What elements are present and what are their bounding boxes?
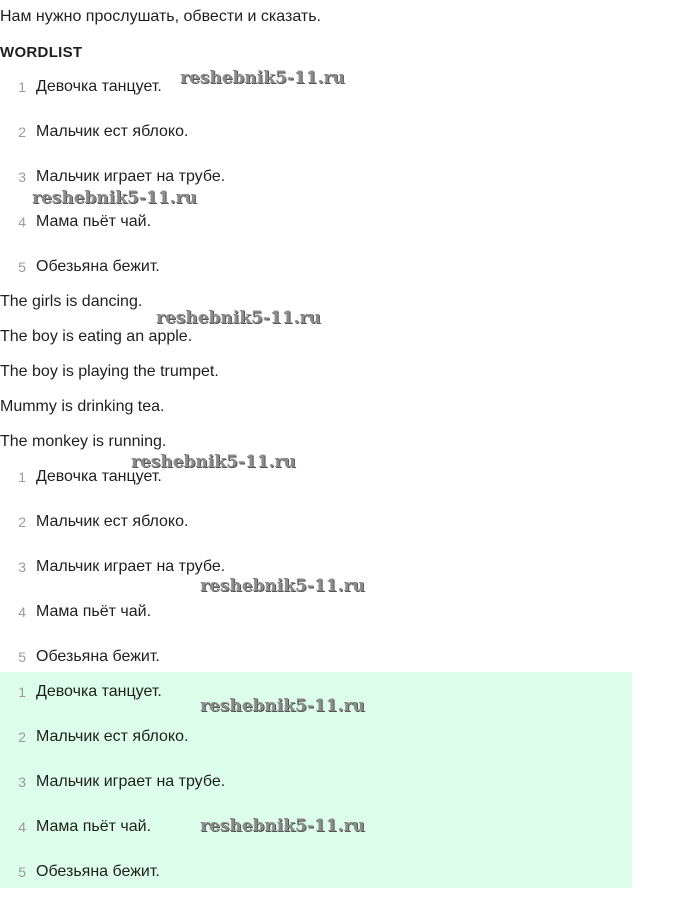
watermark: reshebnik5-11.ru — [180, 68, 345, 88]
english-sentence: The monkey is running. — [0, 433, 167, 450]
item-number: 1 — [18, 79, 26, 95]
english-translations — [0, 290, 680, 465]
item-text: Обезьяна бежит. — [36, 258, 160, 275]
list-item — [0, 770, 632, 815]
watermark: reshebnik5-11.ru — [32, 188, 197, 208]
watermark: reshebnik5-11.ru — [156, 308, 321, 328]
item-number: 3 — [18, 169, 26, 185]
item-text: Обезьяна бежит. — [36, 648, 160, 665]
item-number: 1 — [18, 684, 26, 700]
item-number: 2 — [18, 124, 26, 140]
item-text: Обезьяна бежит. — [36, 863, 160, 880]
list-item — [0, 510, 632, 555]
list-item — [0, 600, 632, 645]
item-text: Девочка танцует. — [36, 78, 162, 95]
list-item — [0, 725, 632, 770]
watermark: reshebnik5-11.ru — [200, 696, 365, 716]
item-text: Мама пьёт чай. — [36, 603, 152, 620]
item-text: Девочка танцует. — [36, 683, 162, 700]
item-text: Девочка танцует. — [36, 468, 162, 485]
item-text: Мальчик играет на трубе. — [36, 773, 226, 790]
watermark: reshebnik5-11.ru — [200, 576, 365, 596]
list-item — [0, 120, 632, 165]
item-text: Мальчик ест яблоко. — [36, 728, 189, 745]
item-number: 5 — [18, 259, 26, 275]
item-text: Мальчик ест яблоко. — [36, 513, 189, 530]
item-text: Мама пьёт чай. — [36, 213, 152, 230]
item-text: Мама пьёт чай. — [36, 818, 152, 835]
item-number: 1 — [18, 469, 26, 485]
watermark: reshebnik5-11.ru — [200, 816, 365, 836]
item-text: Мальчик играет на трубе. — [36, 558, 226, 575]
watermark: reshebnik5-11.ru — [131, 452, 296, 472]
english-sentence: The girls is dancing. — [0, 293, 143, 310]
item-number: 2 — [18, 514, 26, 530]
wordlist-heading: WORDLIST — [0, 44, 83, 61]
item-number: 5 — [18, 864, 26, 880]
item-number: 2 — [18, 729, 26, 745]
english-sentence: Mummy is drinking tea. — [0, 398, 165, 415]
list-item — [0, 860, 632, 905]
item-number: 3 — [18, 774, 26, 790]
item-text: Мальчик ест яблоко. — [36, 123, 189, 140]
english-sentence: The boy is playing the trumpet. — [0, 363, 219, 380]
item-number: 4 — [18, 604, 26, 620]
item-number: 4 — [18, 819, 26, 835]
list-item — [0, 210, 632, 255]
item-text: Мальчик играет на трубе. — [36, 168, 226, 185]
item-number: 3 — [18, 559, 26, 575]
item-number: 5 — [18, 649, 26, 665]
english-sentence: The boy is eating an apple. — [0, 328, 193, 345]
item-number: 4 — [18, 214, 26, 230]
intro-text: Нам нужно прослушать, обвести и сказать. — [0, 8, 321, 25]
list-item — [0, 465, 632, 510]
